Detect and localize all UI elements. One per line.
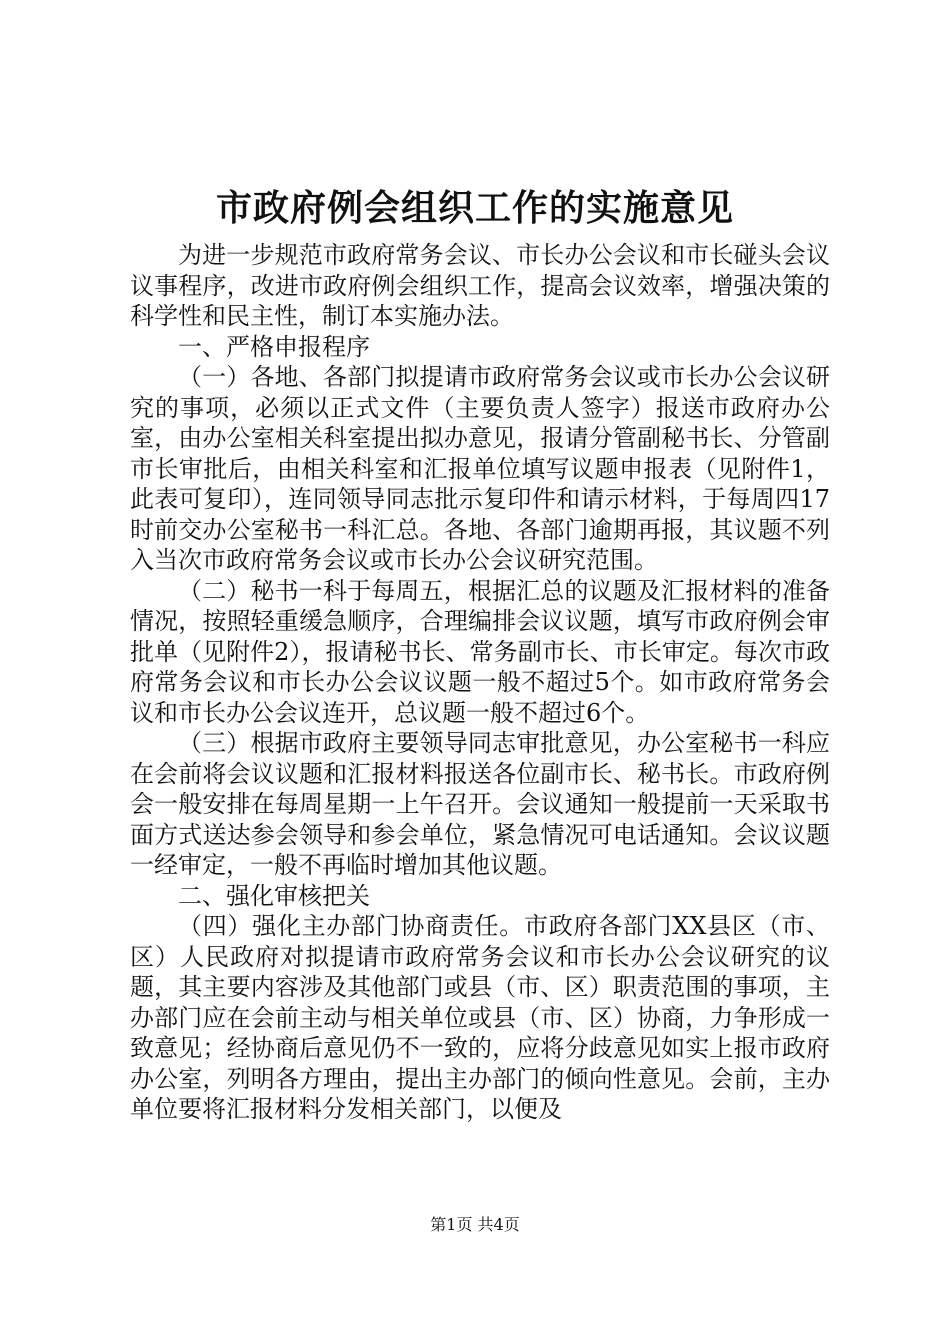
item-paragraph-4: （四）强化主办部门协商责任。市政府各部门XX县区（市、区）人民政府对拟提请市政府常务会议和市长办公会议研究的议题，其主要内容涉及其他部门或县（市、区）职责范围的事项，主办部门应在会前主动与相关单位或县（市、区）协商，力争形成一致意见；经协商后意见仍不一致的，应将分歧意见如实上报市政府办公室，列明各方理由，提出主办部门的倾向性意见。会前，主办单位要将汇报材料分发相关部门，以便及	[130, 912, 830, 1123]
page-footer: 第1页 共4页	[430, 1215, 520, 1234]
section-heading-2: 二、强化审核把关	[178, 881, 370, 910]
intro-paragraph: 为进一步规范市政府常务会议、市长办公会议和市长碰头会议议事程序，改进市政府例会组织工作，提高会议效率，增强决策的科学性和民主性，制订本实施办法。	[130, 241, 830, 330]
section-heading-1: 一、严格申报程序	[178, 332, 370, 361]
item-paragraph-1: （一）各地、各部门拟提请市政府常务会议或市长办公会议研究的事项，必须以正式文件（主要负责人签字）报送市政府办公室，由办公室相关科室提出拟办意见，报请分管副秘书长、分管副市长审批后，由相关科室和汇报单位填写议题申报表（见附件1，此表可复印），连同领导同志批示复印件和请示材料，于每周四17时前交办公室秘书一科汇总。各地、各部门逾期再报，其议题不列入当次市政府常务会议或市长办公会议研究范围。	[130, 363, 830, 574]
item-paragraph-3: （三）根据市政府主要领导同志审批意见，办公室秘书一科应在会前将会议议题和汇报材料报送各位副市长、秘书长。市政府例会一般安排在每周星期一上午召开。会议通知一般提前一天采取书面方式送达参会领导和参会单位，紧急情况可电话通知。会议议题一经审定，一般不再临时增加其他议题。	[130, 729, 830, 879]
document-body	[130, 240, 830, 1125]
document-title: 市政府例会组织工作的实施意见	[215, 187, 734, 229]
item-paragraph-2: （二）秘书一科于每周五，根据汇总的议题及汇报材料的准备情况，按照轻重缓急顺序，合理编排会议议题，填写市政府例会审批单（见附件2），报请秘书长、常务副市长、市长审定。每次市政府常务会议和市长办公会议议题一般不超过5个。如市政府常务会议和市长办公会议连开，总议题一般不超过6个。	[130, 576, 830, 727]
